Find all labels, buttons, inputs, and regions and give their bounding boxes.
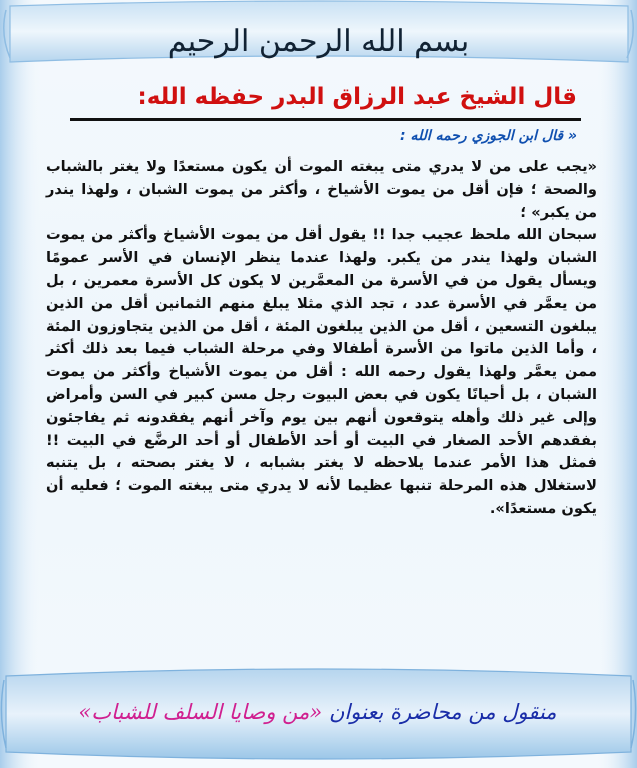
body-text [46,156,597,521]
page-title: قال الشيخ عبد الرزاق البدر حفظه الله: [137,84,577,110]
source-footer [4,700,631,724]
footer-source-label: منقول من محاضرة بعنوان [328,700,557,724]
footer-lecture-title: «من وصايا السلف للشباب» [78,700,323,724]
quote-attribution: « قال ابن الجوزي رحمه الله : [400,128,577,144]
basmala-calligraphy: بسم الله الرحمن الرحيم [167,24,470,59]
commentary-paragraph: سبحان الله ملحظ عجيب جدا !! يقول أقل من يموت الأشياخ وأكثر من يموت الشبان ولهذا يندر من يكبر. ولهذا عندما ينظر الإنسان في الأسر عمومًا ويسأل يقول من في الأسرة من المعمَّرين لا يكون كل الأسرة معمرين ، بل من يعمَّر في الأسرة عدد ، تجد الذي مثلا يبلغ منهم الثمانين أقل من الذين يبلغون التسعين ، أقل من الذين يبلغون المئة ، أقل من الذين يتجاوزون المئة ، وأما الذين ماتوا من الأسرة أطفالا وفي مرحلة الشباب فيما بعد ذلك أكثر ممن يعمَّر ولهذا يقول رحمه الله : أقل من يموت الأشياخ وأكثر من يموت الشبان ، بل أحيانًا يكون في بعض البيوت رجل مسن كبير في السن وأمراض وإلى غير ذلك وأهله يتوقعون أنهم بين يوم وآخر أنهم يفقدونه ثم يفاجئون بفقدهم الأحد الصغار في البيت أو أحد الأطفال أو أحد الرضَّع في البيت !! فمثل هذا الأمر عندما يلاحظه لا يغتر بشبابه ، لا يغتر بصحته ، بل يتنبه لاستغلال هذه المرحلة تنبها عظيما لأنه لا يدري متى يبغته الموت ؛ فعليه أن يكون مستعدًا». [46,226,597,517]
quote-paragraph: «يجب على من لا يدري متى يبغته الموت أن يكون مستعدًا ولا يغتر بالشباب والصحة ؛ فإن أقل من يموت الأشياخ ، وأكثر من يموت الشبان ، ولهذا يندر من يكبر» ؛ [46,158,597,221]
title-underline [70,118,581,121]
